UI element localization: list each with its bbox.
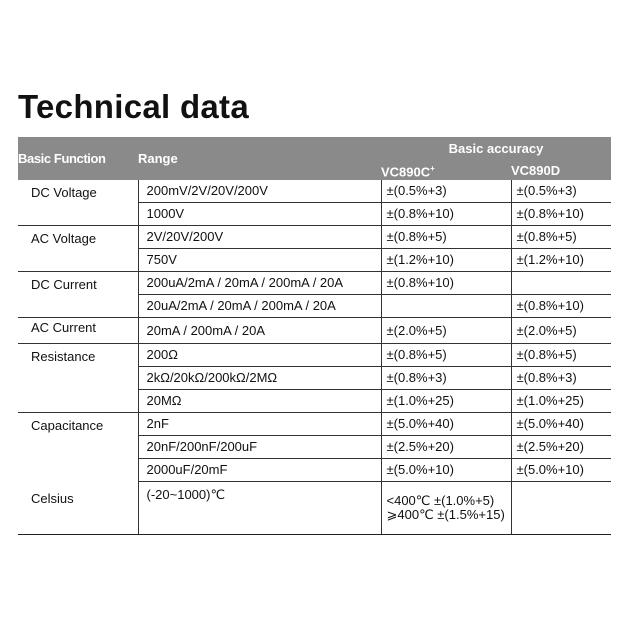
range-cell: 200Ω <box>138 344 381 367</box>
header-range: Range <box>138 137 381 180</box>
vc890c-cell: ±(0.8%+10) <box>381 272 511 295</box>
vc890d-cell: ±(1.2%+10) <box>511 249 611 272</box>
table-row <box>18 180 611 203</box>
technical-data-table <box>18 137 611 535</box>
table-row <box>18 272 611 295</box>
vc890c-cell: ±(0.8%+5) <box>381 344 511 367</box>
range-cell: 200uA/2mA / 20mA / 200mA / 20A <box>138 272 381 295</box>
vc890c-cell: ±(0.5%+3) <box>381 180 511 203</box>
vc890d-cell: ±(0.8%+3) <box>511 367 611 390</box>
header-model-vc890d: VC890D <box>511 161 611 180</box>
vc890d-cell: ±(0.8%+10) <box>511 295 611 318</box>
header-basic-function: Basic Function <box>18 137 138 180</box>
range-cell: (-20~1000)℃ <box>138 482 381 535</box>
header-model-vc890c <box>381 161 511 180</box>
vc890c-cell: ±(0.8%+5) <box>381 226 511 249</box>
vc890d-cell: ±(5.0%+40) <box>511 413 611 436</box>
range-cell: 20MΩ <box>138 390 381 413</box>
celsius-accuracy-low: <400℃ ±(1.0%+5) <box>386 492 495 508</box>
range-cell: 20mA / 200mA / 20A <box>138 318 381 344</box>
vc890c-cell <box>381 295 511 318</box>
model-c-sup: + <box>430 163 435 173</box>
function-cell: Capacitance <box>18 413 138 482</box>
vc890c-cell: ±(1.2%+10) <box>381 249 511 272</box>
range-cell: 1000V <box>138 203 381 226</box>
function-cell: DC Current <box>18 272 138 318</box>
vc890c-cell: ±(0.8%+10) <box>381 203 511 226</box>
vc890c-cell: ±(2.0%+5) <box>381 318 511 344</box>
vc890d-cell: ±(5.0%+10) <box>511 459 611 482</box>
vc890c-cell: ±(0.8%+3) <box>381 367 511 390</box>
vc890d-cell: ±(0.8%+5) <box>511 344 611 367</box>
function-cell: AC Current <box>18 318 138 344</box>
table-row <box>18 318 611 344</box>
function-cell: DC Voltage <box>31 185 97 200</box>
range-cell: 20nF/200nF/200uF <box>138 436 381 459</box>
vc890c-cell: ±(2.5%+20) <box>381 436 511 459</box>
range-cell: 2000uF/20mF <box>138 459 381 482</box>
vc890d-cell: ±(0.8%+10) <box>511 203 611 226</box>
header-basic-accuracy: Basic accuracy <box>381 137 611 161</box>
vc890d-cell: ±(2.0%+5) <box>511 318 611 344</box>
model-c-label: VC890C <box>381 164 431 180</box>
table-row <box>18 344 611 367</box>
range-cell: 200mV/2V/20V/200V <box>138 180 381 203</box>
function-cell: AC Voltage <box>18 226 138 272</box>
vc890c-cell: ±(5.0%+40) <box>381 413 511 436</box>
vc890c-cell: ±(5.0%+10) <box>381 459 511 482</box>
vc890c-cell <box>381 482 511 535</box>
vc890d-cell: ±(2.5%+20) <box>511 436 611 459</box>
function-cell: Celsius <box>18 482 138 535</box>
function-cell: Resistance <box>18 344 138 413</box>
vc890d-cell <box>511 482 611 535</box>
vc890d-cell: ±(1.0%+25) <box>511 390 611 413</box>
table-row <box>18 482 611 535</box>
range-cell: 2kΩ/20kΩ/200kΩ/2MΩ <box>138 367 381 390</box>
range-cell: 750V <box>138 249 381 272</box>
range-cell: 2V/20V/200V <box>138 226 381 249</box>
vc890d-cell <box>511 272 611 295</box>
page-title: Technical data <box>18 88 249 125</box>
table-row <box>18 413 611 436</box>
vc890d-cell: ±(0.5%+3) <box>511 180 611 203</box>
range-cell: 20uA/2mA / 20mA / 200mA / 20A <box>138 295 381 318</box>
celsius-accuracy-high: ⩾400℃ ±(1.5%+15) <box>386 506 505 522</box>
vc890d-cell: ±(0.8%+5) <box>511 226 611 249</box>
vc890c-cell: ±(1.0%+25) <box>381 390 511 413</box>
table-row <box>18 226 611 249</box>
range-cell: 2nF <box>138 413 381 436</box>
